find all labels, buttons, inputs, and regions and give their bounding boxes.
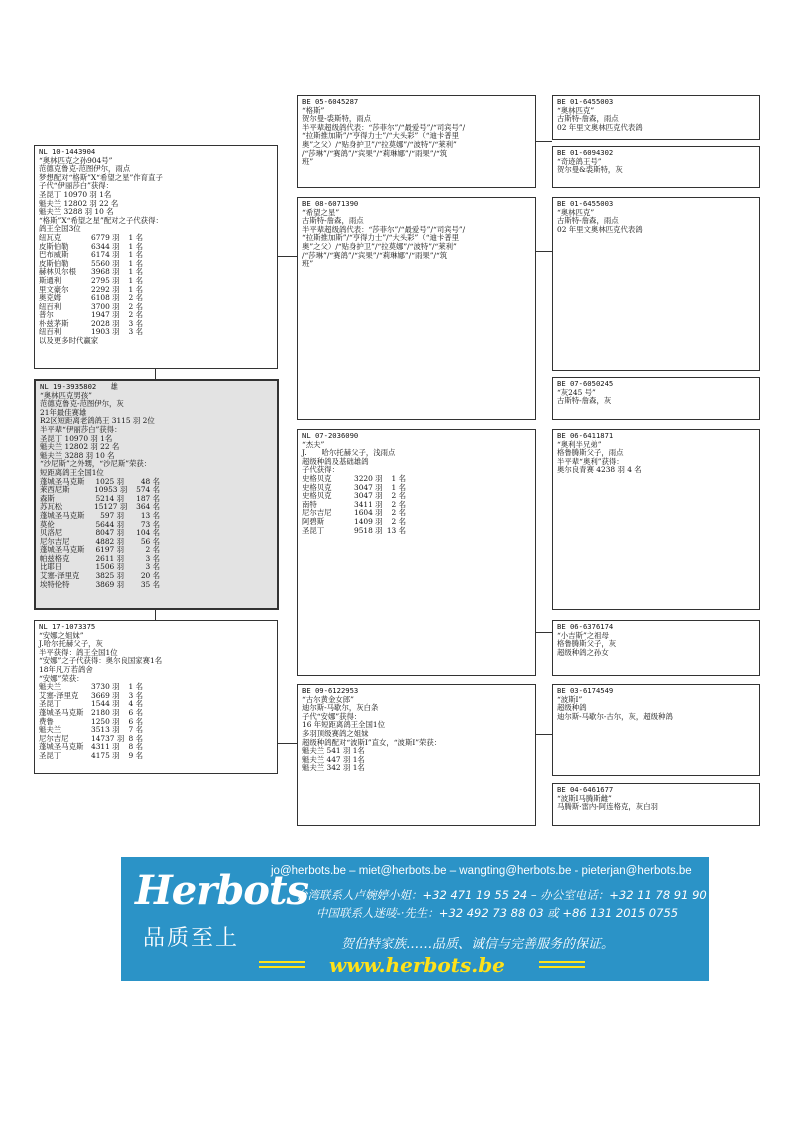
- website-link[interactable]: www.herbots.be: [329, 953, 505, 977]
- race-location: 圣昆丁: [39, 750, 62, 760]
- info-line: /“莎琳”/“赛鸽”/“宾果”/“莉琳娜”/“雨果”/“筑: [302, 148, 448, 158]
- info-line: 子代“安娜”获得：: [302, 711, 362, 721]
- bird-count: 3669 羽: [91, 690, 120, 700]
- info-line: “波斯Ⅰ”: [557, 694, 583, 704]
- result-row: [40, 581, 273, 590]
- result-row: [39, 709, 273, 718]
- herbots-logo: Herbots: [135, 867, 308, 914]
- info-line: /“莎琳”/“赛鸽”/“宾果”/“莉琳娜”/“雨果”/“筑: [302, 250, 448, 260]
- dam-card: [34, 620, 278, 774]
- info-line: 超级种鸽及基础雄鸽: [302, 456, 369, 466]
- placing: 6 名: [128, 707, 143, 717]
- info-line: “拉斯推加斯”/“亨得力士”/“大头彩”（“迪卡普里: [302, 131, 460, 141]
- ring-number: BE 08-6071390: [302, 199, 359, 208]
- info-line: 奥尔良青赛 4238 羽 4 名: [557, 465, 642, 475]
- race-location: 比耶日: [40, 562, 63, 572]
- result-row: [39, 303, 273, 312]
- result-row: [39, 268, 273, 277]
- results-table: [40, 478, 273, 590]
- info-line: 古斯特-詹森，雨点: [302, 216, 364, 226]
- info-line: 圣昆丁 10970 羽 1名: [39, 189, 112, 199]
- race-location: 圣昆丁: [302, 525, 325, 535]
- result-row: [39, 752, 273, 761]
- herbots-banner: [121, 857, 709, 981]
- placing: 1 名: [128, 267, 143, 277]
- placing: 1 名: [391, 482, 406, 492]
- info-line: 班”: [302, 259, 314, 269]
- placing: 2 名: [128, 293, 143, 303]
- ring-number: BE 01-6455003: [557, 97, 614, 106]
- bird-count: 597 羽: [100, 510, 124, 520]
- race-location: 艾塞-泽里克: [40, 571, 80, 581]
- race-location: 魁夫兰: [39, 725, 62, 735]
- info-line: “格斯”: [302, 105, 325, 115]
- info-line: 21年最佳赛雄: [40, 407, 87, 417]
- info-line: 范德克鲁克-范图伊尔，灰: [40, 399, 124, 409]
- ring-number: BE 06-6376174: [557, 622, 614, 631]
- result-row: [39, 743, 273, 752]
- placing: 1 名: [128, 275, 143, 285]
- connector-line: [155, 369, 156, 379]
- slogan: 品质至上: [143, 926, 240, 951]
- info-line: 16 年短距离鸽王全国1位: [302, 720, 385, 730]
- ring-number: BE 09-6122953: [302, 686, 359, 695]
- info-line: 奥”之父）/“贴身护卫”/“拉莫娜”/“波特”/“莱利”: [302, 139, 457, 149]
- bird-count: 2795 羽: [91, 275, 120, 285]
- result-row: [302, 484, 531, 493]
- race-location: 艾塞-泽里克: [39, 690, 79, 700]
- placing: 3 名: [128, 690, 143, 700]
- sire-sire-card: [297, 95, 536, 188]
- info-line: 迪尔斯-马歇尔-古尔，灰，超级种鸽: [557, 711, 673, 721]
- ggp-card-ssd: [552, 146, 760, 188]
- info-line: “沙尼斯”之外甥，“沙尼斯”荣获：: [40, 459, 152, 469]
- race-location: 帕兹格克: [40, 553, 70, 563]
- placing: 73 名: [140, 519, 160, 529]
- info-line: “杰夫”: [302, 439, 325, 449]
- ggp-card-dss: [552, 429, 760, 610]
- race-location: 费鲁: [39, 716, 54, 726]
- info-line: “安娜之姐妹”: [39, 630, 84, 640]
- race-location: 尼尔吉尼: [40, 536, 70, 546]
- bird-count: 1544 羽: [91, 699, 120, 709]
- info-line: 02 年里文奥林匹克代表鸽: [557, 122, 643, 132]
- race-location: 莱西尼斯: [40, 485, 70, 495]
- race-location: 圣昆丁: [39, 699, 62, 709]
- bird-count: 8047 羽: [95, 528, 124, 538]
- placing: 1 名: [128, 232, 143, 242]
- bird-count: 3411 羽: [354, 499, 383, 509]
- placing: 20 名: [140, 571, 160, 581]
- race-location: 尼尔吉尼: [39, 733, 69, 743]
- bird-count: 3047 羽: [354, 491, 383, 501]
- placing: 187 名: [136, 493, 160, 503]
- race-location: 埃特伦特: [40, 579, 70, 589]
- bird-count: 6108 羽: [91, 293, 120, 303]
- race-location: 魁夫兰: [39, 682, 62, 692]
- race-location: 普尔: [39, 310, 54, 320]
- bird-count: 3968 羽: [91, 267, 120, 277]
- info-line: “古尔黄金女郎”: [302, 694, 354, 704]
- ring-number: BE 05-6045287: [302, 97, 359, 106]
- result-row: [39, 692, 273, 701]
- info-line: 迪尔斯-马歇尔，灰白条: [302, 703, 379, 713]
- placing: 3 名: [145, 553, 160, 563]
- info-line: 子代获得：: [302, 465, 339, 475]
- bird-count: 3869 羽: [95, 579, 124, 589]
- bird-count: 1506 羽: [95, 562, 124, 572]
- info-line: 子代“伊丽莎白”获得：: [39, 181, 114, 191]
- placing: 2 名: [391, 516, 406, 526]
- placing: 1 名: [128, 258, 143, 268]
- placing: 56 名: [140, 536, 160, 546]
- ring-number: BE 01-6094302: [557, 148, 614, 157]
- info-line: J.哈尔托赫父子，灰: [39, 639, 103, 649]
- info-line: 半平辈“伊丽莎白”获得：: [40, 424, 122, 434]
- placing: 1 名: [128, 284, 143, 294]
- placing: 574 名: [136, 485, 160, 495]
- divider-left: [259, 966, 305, 968]
- connector-line: [536, 734, 552, 735]
- info-line: “格斯”X“希望之星”配对之子代获得：: [39, 215, 163, 225]
- ring-number: NL 17-1073375: [39, 622, 96, 631]
- bird-count: 3047 羽: [354, 482, 383, 492]
- bird-count: 14737 羽: [91, 733, 125, 743]
- race-location: 蓬城圣马克斯: [40, 476, 85, 486]
- info-line: 贺尔曼-裘斯特，雨点: [302, 114, 372, 124]
- placing: 1 名: [391, 473, 406, 483]
- info-line: 范德克鲁克-范图伊尔，雨点: [39, 164, 131, 174]
- race-location: 贝洛尼: [40, 528, 63, 538]
- bird-count: 1604 羽: [354, 508, 383, 518]
- divider-right: [539, 966, 585, 968]
- result-row: [302, 518, 531, 527]
- results-table: [39, 234, 273, 337]
- info-line: 短距离鸽王全国1位: [40, 467, 104, 477]
- placing: 2 名: [391, 491, 406, 501]
- race-location: 巴布威斯: [39, 250, 69, 260]
- race-location: 莫伦: [40, 519, 55, 529]
- race-location: 奥克姆: [39, 293, 62, 303]
- result-row: [39, 277, 273, 286]
- bird-count: 3730 羽: [91, 682, 120, 692]
- bird-count: 1947 羽: [91, 310, 120, 320]
- bird-count: 5214 羽: [95, 493, 124, 503]
- bird-count: 3220 羽: [354, 473, 383, 483]
- connector-line: [536, 141, 552, 142]
- race-location: 皮斯伯勒: [39, 258, 69, 268]
- connector-line: [536, 251, 552, 252]
- placing: 35 名: [140, 579, 160, 589]
- placing: 4 名: [128, 699, 143, 709]
- promise-text: 贺伯特家族……品质、诚信与完善服务的保证。: [341, 937, 615, 952]
- result-row: [302, 492, 531, 501]
- bird-count: 5560 羽: [91, 258, 120, 268]
- bird-count: 3700 羽: [91, 301, 120, 311]
- race-location: 皮斯伯勒: [39, 241, 69, 251]
- info-line: “拉斯推加斯”/“亨得力士”/“大头彩”（“迪卡普里: [302, 233, 460, 243]
- race-location: 蓬城圣马克斯: [39, 742, 84, 752]
- info-line: 古斯特-詹森，雨点: [557, 114, 619, 124]
- info-line: 超级种鸽: [557, 703, 587, 713]
- ring-number: BE 04-6461677: [557, 785, 614, 794]
- info-line: 格鲁腾斯父子，灰: [557, 639, 617, 649]
- bird-count: 1903 羽: [91, 327, 120, 337]
- race-location: 里文豪尔: [39, 284, 69, 294]
- race-location: 尼尔吉尼: [302, 508, 332, 518]
- bird-count: 4311 羽: [91, 742, 120, 752]
- placing: 2 名: [128, 301, 143, 311]
- placing: 1 名: [128, 682, 143, 692]
- dam-dam-card: [297, 684, 536, 826]
- bird-count: 6197 羽: [95, 545, 124, 555]
- result-row: [39, 320, 273, 329]
- divider-left: [259, 961, 305, 963]
- race-location: 朴兹茅斯: [39, 318, 69, 328]
- subject-card: [34, 379, 279, 610]
- info-line: R2区短距离老鸽鸽王 3115 羽 2位: [40, 416, 155, 426]
- bird-count: 3513 羽: [91, 725, 120, 735]
- info-line: 半平辈超级鸽代表：“莎菲尔”/“最爱号”/“司宾号”/: [302, 224, 466, 234]
- result-row: [39, 718, 273, 727]
- bird-count: 6779 羽: [91, 232, 120, 242]
- placing: 2 名: [145, 545, 160, 555]
- bird-count: 6174 羽: [91, 250, 120, 260]
- china-contact: 中国联系人迷唛-·先生：+32 492 73 88 03 或 +86 131 2015 0755: [316, 906, 679, 920]
- bird-count: 10953 羽: [94, 485, 128, 495]
- placing: 3 名: [128, 318, 143, 328]
- race-location: 纽瓦克: [39, 232, 62, 242]
- race-location: 赫林贝尔根: [39, 267, 76, 277]
- info-line: “奥林匹克”: [557, 207, 595, 217]
- info-line: 魁夫兰 3288 羽 10 名: [40, 450, 115, 460]
- race-location: 斯通利: [39, 275, 62, 285]
- placing: 9 名: [128, 750, 143, 760]
- info-line: 多羽顶级赛鸽之姐妹: [302, 728, 369, 738]
- info-line: 魁夫兰 342 羽 1名: [302, 763, 365, 773]
- placing: 8 名: [128, 742, 143, 752]
- info-line: “灰245 号”: [557, 387, 596, 397]
- result-row: [39, 251, 273, 260]
- result-row: [39, 294, 273, 303]
- results-table: [39, 683, 273, 760]
- bird-count: 1025 羽: [95, 476, 124, 486]
- ring-number: BE 07-6050245: [557, 379, 614, 388]
- info-line: 半平获得：鸽王全国1位: [39, 647, 118, 657]
- info-line: 以及更多时代赢家: [39, 336, 99, 346]
- bird-count: 1250 羽: [91, 716, 120, 726]
- placing: 2 名: [128, 310, 143, 320]
- sire-card: [34, 145, 278, 369]
- placing: 2 名: [391, 499, 406, 509]
- ggp-card-sdd: [552, 377, 760, 420]
- info-line: 魁夫兰 447 羽 1名: [302, 754, 365, 764]
- ring-number: BE 06-6411871: [557, 431, 614, 440]
- dam-sire-card: [297, 429, 536, 676]
- placing: 3 名: [128, 327, 143, 337]
- info-line: “希望之星”: [302, 207, 340, 217]
- info-line: 贺尔曼&裘斯特，灰: [557, 165, 623, 175]
- connector-line: [278, 743, 297, 744]
- info-line: 梦想配对“格斯”X“希望之星”作育直子: [39, 172, 163, 182]
- ggp-card-ddd: [552, 783, 760, 826]
- result-row: [302, 509, 531, 518]
- ggp-card-sds: [552, 197, 760, 371]
- info-line: 半平辈超级鸽代表：“莎菲尔”/“最爱号”/“司宾号”/: [302, 122, 466, 132]
- bird-count: 2028 羽: [91, 318, 120, 328]
- info-line: 18年凡万若鸽舍: [39, 664, 93, 674]
- ring-value: NL 19-3935802: [40, 382, 97, 391]
- ggp-card-sss: [552, 95, 760, 140]
- info-line: 圣昆丁 10970 羽 1名: [40, 433, 113, 443]
- info-line: “奥林匹克男孩”: [40, 390, 92, 400]
- info-line: “奥林匹克之孙904号”: [39, 155, 113, 165]
- race-location: 蓬城圣马克斯: [40, 510, 85, 520]
- placing: 7 名: [128, 725, 143, 735]
- result-row: [39, 286, 273, 295]
- info-line: 班”: [302, 157, 314, 167]
- contact-emails[interactable]: jo@herbots.be – miet@herbots.be – wangting@herbots.be - pieterjan@herbots.be: [271, 865, 692, 877]
- placing: 6 名: [128, 716, 143, 726]
- placing: 13 名: [386, 525, 406, 535]
- result-row: [302, 527, 531, 536]
- bird-count: 9518 羽: [354, 525, 383, 535]
- placing: 364 名: [136, 502, 160, 512]
- result-row: [39, 243, 273, 252]
- placing: 48 名: [140, 476, 160, 486]
- race-location: 纽百利: [39, 301, 62, 311]
- info-line: 奥”之父）/“贴身护卫”/“拉莫娜”/“波特”/“莱利”: [302, 241, 457, 251]
- bird-count: 4175 羽: [91, 750, 120, 760]
- bird-count: 1409 羽: [354, 516, 383, 526]
- taiwan-contact: 台湾联系人卢婉婷小姐：+32 471 19 55 24 – 办公室电话：+32 11 78 91 90: [296, 888, 707, 902]
- results-table: [302, 475, 531, 535]
- race-location: 森斯: [40, 493, 55, 503]
- info-line: 马腾斯·雷内-阿连格克，灰白羽: [557, 802, 658, 812]
- info-line: 02 年里文奥林匹克代表鸽: [557, 224, 643, 234]
- info-line: “奇迹鸽王号”: [557, 156, 602, 166]
- info-line: 魁夫兰 3288 羽 10 名: [39, 207, 114, 217]
- placing: 8 名: [128, 733, 143, 743]
- ggp-card-dsd: [552, 620, 760, 676]
- placing: 1 名: [128, 241, 143, 251]
- bird-count: 4882 羽: [95, 536, 124, 546]
- bird-count: 2292 羽: [91, 284, 120, 294]
- race-location: 蓬城圣马克斯: [40, 545, 85, 555]
- info-line: 格鲁腾斯父子，雨点: [557, 448, 624, 458]
- info-line: 超级种鸽配对“波斯Ⅰ”直女，“波斯Ⅰ”荣获：: [302, 737, 442, 747]
- race-location: 蓬城圣马克斯: [39, 707, 84, 717]
- race-location: 史格贝克: [302, 491, 332, 501]
- info-line: 古斯特-詹森，灰: [557, 396, 612, 406]
- placing: 2 名: [391, 508, 406, 518]
- connector-line: [536, 632, 552, 633]
- race-location: 纽百利: [39, 327, 62, 337]
- placing: 3 名: [145, 562, 160, 572]
- result-row: [39, 726, 273, 735]
- bird-count: 3825 羽: [95, 571, 124, 581]
- info-line: “奥利半兄弟”: [557, 439, 602, 449]
- ring-number: NL 10-1443904: [39, 147, 96, 156]
- result-row: [302, 475, 531, 484]
- race-location: 阿碧斯: [302, 516, 325, 526]
- race-location: 苏瓦松: [40, 502, 63, 512]
- info-line: 鸽王全国3位: [39, 224, 81, 234]
- race-location: 南特: [302, 499, 317, 509]
- connector-line: [278, 256, 297, 257]
- placing: 13 名: [140, 510, 160, 520]
- result-row: [39, 234, 273, 243]
- divider-right: [539, 961, 585, 963]
- sex-label: 雄: [110, 382, 118, 391]
- info-line: “安娜”之子代获得：奥尔良国家赛1名: [39, 656, 163, 666]
- info-line: 魁夫兰 12802 羽 22 名: [40, 442, 120, 452]
- info-line: 魁夫兰 541 羽 1名: [302, 746, 365, 756]
- ring-number: NL 07-2036090: [302, 431, 359, 440]
- race-location: 史格贝克: [302, 482, 332, 492]
- bird-count: 5644 羽: [95, 519, 124, 529]
- result-row: [39, 311, 273, 320]
- info-line: J. 哈尔托赫父子，浅雨点: [302, 448, 396, 458]
- info-line: “小吉斯”之祖母: [557, 630, 609, 640]
- info-line: “安娜”荣获：: [39, 673, 84, 683]
- ring-number: BE 03-6174549: [557, 686, 614, 695]
- info-line: “奥林匹克”: [557, 105, 595, 115]
- bird-count: 15127 羽: [94, 502, 128, 512]
- bird-count: 2180 羽: [91, 707, 120, 717]
- sire-dam-card: [297, 197, 536, 420]
- placing: 104 名: [136, 528, 160, 538]
- connector-line: [155, 610, 156, 620]
- bird-count: 2611 羽: [95, 553, 124, 563]
- result-row: [302, 501, 531, 510]
- ggp-card-dds: [552, 684, 760, 776]
- placing: 1 名: [128, 250, 143, 260]
- info-line: 超级种鸽之孙女: [557, 647, 609, 657]
- info-line: 魁夫兰 12802 羽 22 名: [39, 198, 119, 208]
- bird-count: 6344 羽: [91, 241, 120, 251]
- info-line: 半平辈“奥利”获得：: [557, 456, 624, 466]
- ring-number: BE 01-6455003: [557, 199, 614, 208]
- race-location: 史格贝克: [302, 473, 332, 483]
- info-line: 古斯特-詹森，雨点: [557, 216, 619, 226]
- info-line: “波斯Ⅰ马腾斯雌”: [557, 793, 612, 803]
